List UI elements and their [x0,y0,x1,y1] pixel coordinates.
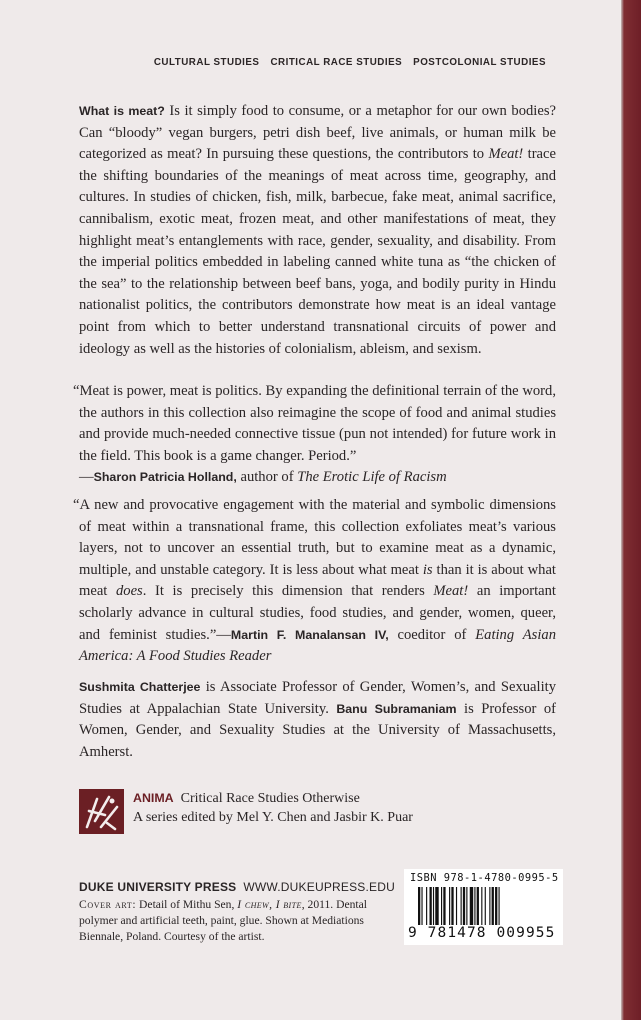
series-name: ANIMA [133,791,174,805]
barcode-bar [421,887,422,925]
quote2-is: is [422,561,433,578]
barcode-bar [466,887,467,925]
cover-art-credit [79,897,399,945]
barcode-bar [426,887,427,925]
description-book-title: Meat! [488,146,524,163]
barcode-bar [418,887,420,925]
publisher-url[interactable]: WWW.DUKEUPRESS.EDU [243,880,395,894]
description-text-1: Is it simply food to consume, or a metaphor for our own bodies? Can “bloody” vegan burgers, petri dish beef, live animals, or human milk be categorized as meat? In pursuing these questions, the contributors to [79,103,556,163]
barcode-bar [451,887,453,925]
barcode-bar [456,887,457,925]
cover-art-text-1: Detail of Mithu Sen, [136,898,238,911]
quote2-author: Martin F. Manalansan IV, [230,627,389,642]
barcode-bar [492,887,494,925]
description-text-2: trace the shifting boundaries of the meanings of meat across time, geography, and cultures. In studies of chicken, fish, milk, barbecue, fake meat, animal sacrifice, cannibalism, exotic meat, frozen meat, and other manifestations of meat, they highlight meat’s entanglements with race, gender, sexuality, and disability. From the imperial politics embedded in labeling canned white tuna as “the chicken of the sea” to the relationship between beef bans, yoga, and bodily purity in Hindu nationalist politics, the contributors demonstrate how meat is an ideal vantage point from which to better understand transnational circuits of power and ideology as well as the histories of colonialism, ableism, and sexism. [79,146,556,357]
quote2-text-2: than it is about what meat [79,561,556,600]
book-description [79,101,556,360]
barcode-bar [443,887,445,925]
subject-categories [0,57,546,68]
barcode-bar [435,887,438,925]
series-text [133,789,413,827]
barcode-bar [485,887,486,925]
bio-name-chatterjee: Sushmita Chatterjee [79,680,201,694]
editor-bios [79,677,556,763]
subject-postcolonial-studies: POSTCOLONIAL STUDIES [413,57,546,68]
cover-art-text-2: , 2011. Dental polymer and artificial teeth, paint, glue. Shown at Mediations Biennale, Poland. Courtesy of the artist. [79,898,368,943]
barcode-bar [477,887,479,925]
barcode-bar [470,887,473,925]
barcode-bar [441,887,442,925]
series-editors: A series edited by Mel Y. Chen and Jasbir K. Puar [133,810,413,825]
quote1-dash: — [79,469,94,486]
quote1-role: author of [236,469,298,486]
barcode-bar [481,887,482,925]
description-lead: What is meat? [79,104,165,118]
quote2-work: Eating Asian America: A Food Studies Reader [79,626,556,665]
quote2-does: does [115,583,143,600]
quote1-author: Sharon Patricia Holland, [93,470,237,485]
barcode-bar [489,887,490,925]
bio-name-subramaniam: Banu Subramaniam [336,701,457,716]
bio-text-subramaniam: is Professor of Women, Gender, and Sexuality Studies at the University of Massachusetts, Amherst. [79,700,556,760]
subject-critical-race-studies: CRITICAL RACE STUDIES [270,57,403,68]
barcode-bars-icon [418,887,553,925]
cover-art-label: Cover art: [79,898,137,911]
barcode-bar [430,887,432,925]
barcode-digits: 9 781478 009955 [408,925,556,941]
barcode-bar [474,887,475,925]
quote1-text: “Meat is power, meat is politics. By expanding the definitional terrain of the word, the authors in this collection also reimagine the scope of food and animal studies and provide much-needed connective tissue (pun not intended) for future work in the field. This book is a game changer. Period.” [73,383,556,464]
cover-art-work: I chew, I bite [237,898,302,911]
quote2-text-4: an important scholarly advance in cultural studies, food studies, and gender, women, queer, and feminist studies.”— [79,583,556,643]
quote1-work: The Erotic Life of Racism [297,469,447,486]
barcode-bar [461,887,462,925]
spine-edge [621,0,641,1020]
publisher-line [79,880,395,894]
publisher-name: DUKE UNIVERSITY PRESS [79,880,237,894]
isbn-barcode [404,869,563,945]
quote2-meat: Meat! [433,583,469,600]
quote2-text-1: “A new and provocative engagement with the material and symbolic dimensions of meat within a transnational frame, this collection exfoliates meat’s various layers, not to uncover an essential truth, but to examine meat as a dynamic, multiple, and unstable category. It is less about what meat [73,497,556,578]
quote2-role: coeditor of [388,626,476,643]
barcode-bar [449,887,450,925]
barcode-bar [463,887,465,925]
barcode-bar [499,887,500,925]
subject-cultural-studies: CULTURAL STUDIES [153,57,260,68]
series-block [79,789,556,835]
bio-text-chatterjee: is Associate Professor of Gender, Women’s, and Sexuality Studies at Appalachian State University. [79,679,556,717]
anima-logo-icon [79,789,124,834]
endorsement-quote-holland [73,381,556,489]
isbn-number: ISBN 978-1-4780-0995-5 [410,872,559,884]
quote2-text-3: . It is precisely this dimension that renders [142,583,434,600]
series-subtitle: Critical Race Studies Otherwise [180,791,360,806]
barcode-bar [433,887,434,925]
barcode-bar [495,887,497,925]
endorsement-quote-manalansan [73,495,556,668]
